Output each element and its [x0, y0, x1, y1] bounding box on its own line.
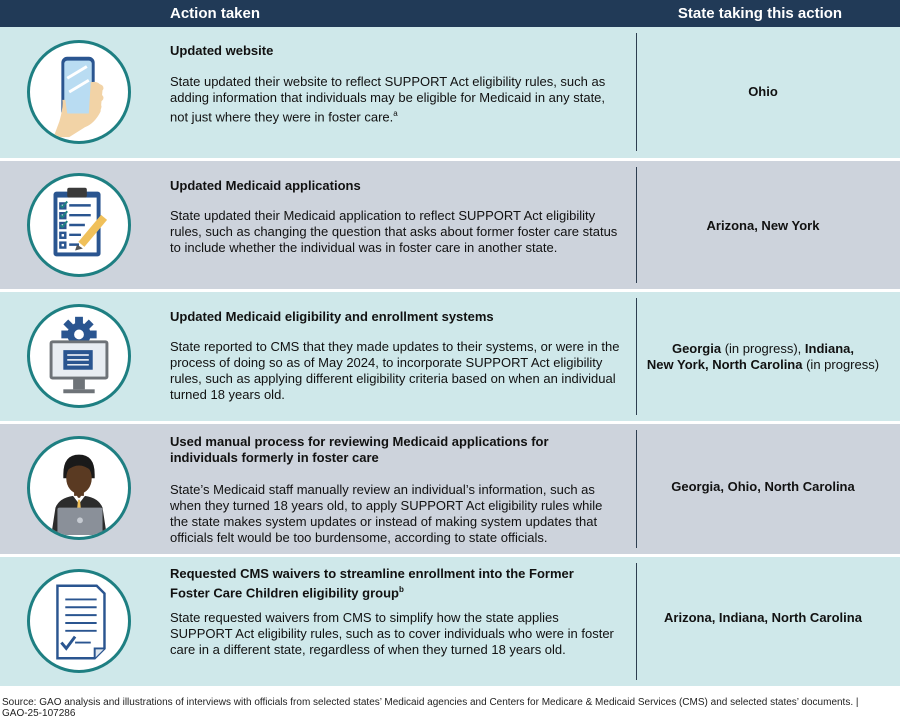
- smartphone-in-hand-icon: [27, 40, 131, 144]
- table-header: [0, 0, 900, 27]
- table-row: [0, 27, 900, 158]
- action-title: Updated Medicaid eligibility and enrollment systems: [170, 309, 494, 324]
- table-row: [0, 424, 900, 554]
- action-description: State reported to CMS that they made updates to their systems, or were in the process of doing so as of May 2024, to incorporate SUPPORT Act eligibility rules, such as applying different eligibility criteria based on when an individual turned 18 years old.: [170, 339, 620, 402]
- action-title: Requested CMS waivers to streamline enrollment into the Former Foster Care Children eligibility group$^b$: [170, 566, 574, 601]
- action-title: Updated website: [170, 43, 274, 58]
- document-checkmark-icon: [27, 569, 131, 673]
- action-title: Updated Medicaid applications: [170, 178, 361, 193]
- table-row: [0, 161, 900, 289]
- computer-gear-icon: [27, 304, 131, 408]
- state-list: Georgia, Ohio, North Carolina: [671, 479, 855, 494]
- header-state-taking-action: State taking this action: [677, 5, 843, 22]
- clipboard-checklist-icon: [27, 173, 131, 277]
- action-title: Used manual process for reviewing Medicaid applications for individuals formerly in foster care: [170, 434, 549, 465]
- action-description: State’s Medicaid staff manually review an individual’s information, such as when they turned 18 years old, to apply SUPPORT Act eligibility rules while the state makes system updates or instead of making system updates that officials felt would be too burdensome, according to state officials.: [170, 482, 603, 545]
- source-note: Source: GAO analysis and illustrations of interviews with officials from selected states’ Medicaid agencies and Centers for Medicare & Medicaid Services (CMS) and selected states’ documents. | GAO-25-107286: [2, 697, 859, 719]
- action-description: State requested waivers from CMS to simplify how the state applies SUPPORT Act eligibility rules, such as to cover individuals who were in foster care in a different state, regardless of when they turned 18 years old.: [170, 610, 614, 657]
- action-description: State updated their Medicaid application to reflect SUPPORT Act eligibility rules, such as changing the question that asks about former foster care status to include whether the individual was in foster care in another state.: [170, 208, 618, 255]
- state-list: Georgia (in progress), Indiana, New York, North Carolina (in progress): [646, 341, 880, 372]
- table-row: [0, 557, 900, 686]
- action-description: State updated their website to reflect SUPPORT Act eligibility rules, such as adding information that individuals may be eligible for Medicaid in any state, not just where they were in foster care.$^a$: [170, 74, 606, 125]
- person-at-laptop-icon: [27, 436, 131, 540]
- state-list: Arizona, New York: [706, 218, 820, 233]
- state-list: Arizona, Indiana, North Carolina: [664, 610, 862, 625]
- table-row: [0, 292, 900, 421]
- state-list: Ohio: [748, 84, 778, 99]
- header-action-taken: Action taken: [170, 5, 261, 22]
